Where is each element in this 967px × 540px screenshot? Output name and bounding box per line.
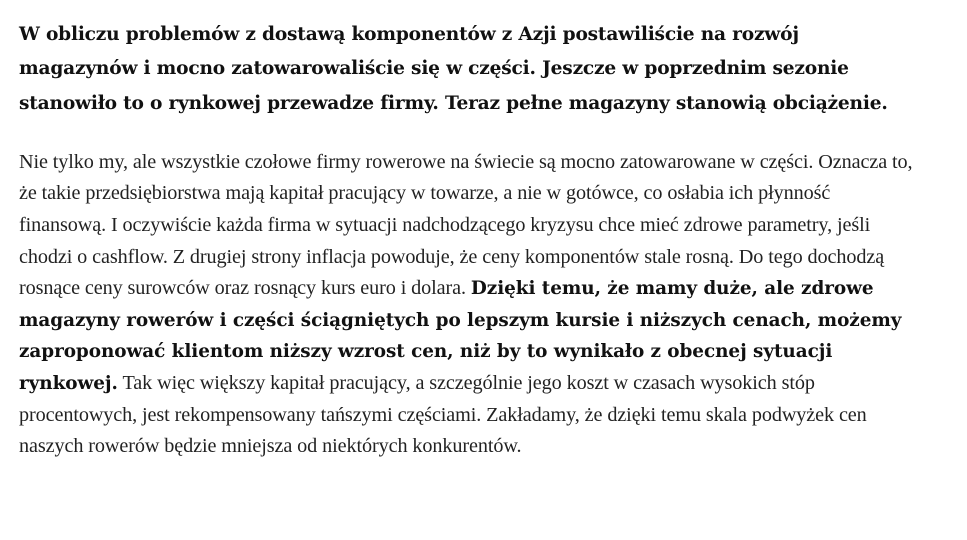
interview-answer <box>19 147 919 463</box>
answer-text-end: Tak więc większy kapitał pracujący, a szczególnie jego koszt w czasach wysokich stóp procentowych, jest rekompensowany tańszymi częściami. Zakładamy, że dzięki temu skala podwyżek cen naszych rowerów będzie mniejsza od niektórych konkurentów. <box>19 372 867 458</box>
answer-highlight: Dzięki temu, że mamy duże, ale zdrowe magazyny rowerów i części ściągniętych po lepszym kursie i niższych cenach, możemy zaproponować klientom niższy wzrost cen, niż by to wynikało z obecnej sytuacji rynkowej. <box>19 278 902 395</box>
interview-question: W obliczu problemów z dostawą komponentów z Azji postawiliście na rozwój magazynów i mocno zatowarowaliście się w części. Jeszcze w poprzednim sezonie stanowiło to o rynkowej przewadze firmy. Teraz pełne magazyny stanowią obciążenie. <box>19 24 888 114</box>
answer-text-start: Nie tylko my, ale wszystkie czołowe firmy rowerowe na świecie są mocno zatowarowane w części. Oznacza to, że takie przedsiębiorstwa mają kapitał pracujący w towarze, a nie w gotówce, co osłabia ich płynność finansową. I oczywiście każda firma w sytuacji nadchodzącego kryzysu chce mieć zdrowe parametry, jeśli chodzi o cashflow. Z drugiej strony inflacja powoduje, że ceny komponentów stale rosną. Do tego dochodzą rosnące ceny surowców oraz rosnący kurs euro i dolara. <box>19 150 913 300</box>
